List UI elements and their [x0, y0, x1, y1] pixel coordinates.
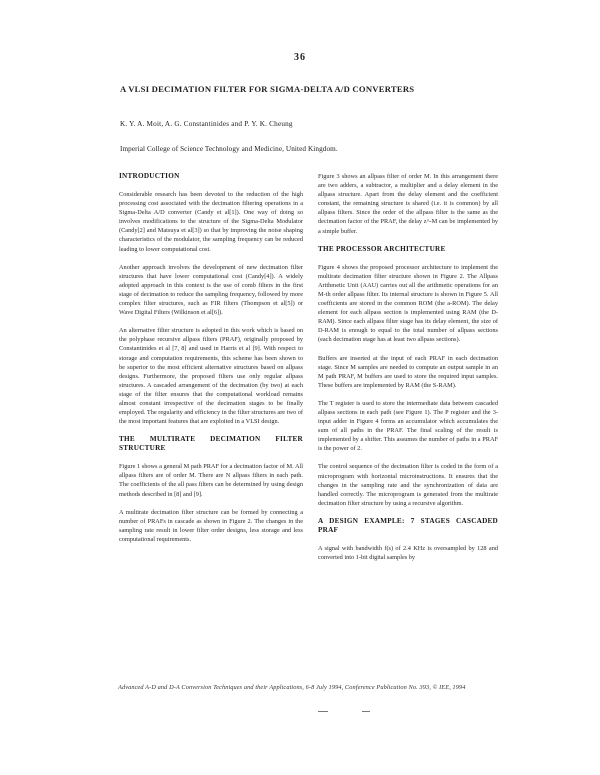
processor-heading: THE PROCESSOR ARCHITECTURE [318, 244, 446, 253]
paragraph: A signal with bandwidth f(s) of 2.4 KHz is oversampled by 128 and converted into 1-bit digital samples by [318, 544, 498, 561]
multirate-heading: THE MULTIRATE DECIMATION FILTER STRUCTURE [119, 435, 303, 453]
introduction-heading: INTRODUCTION [119, 172, 180, 180]
paragraph: An alternative filter structure is adopted in this work which is based on the polyphase recursive allpass filters (PRAF), originally proposed by Constantinides et al [7, 8] and used in Harris et al [9]. With respect to storage and computation requirements, this scheme has been shown to be superior to the most efficient alternative structures based on allpass designs. Furthermore, the proposed filters use only regular allpass structures. A cascaded arrangement of the decimation (by two) at each stage of the filter ensures that the computational workload remains almost constant irrespective of the decimation stages to be finally employed. The regularity and efficiency in the filter structures are two of the most important features that are exploited in a VLSI design. [119, 327, 303, 426]
conference-footer: Advanced A-D and D-A Conversion Techniques and their Applications, 6-8 July 1994, Conference Publication No. 393, © IEE, 1994 [118, 684, 466, 691]
paragraph: Figure 1 shows a general M path PRAF for a decimation factor of M. All allpass filters are of order M. There are N allpass filters in each path. The coefficients of the all pass filters can be determined by using design methods described in [8] and [9]. [119, 463, 303, 498]
affiliation: Imperial College of Science Technology and Medicine, United Kingdom. [120, 145, 338, 153]
page-number: 36 [294, 52, 306, 63]
paragraph: A multirate decimation filter structure can be formed by connecting a number of PRAFs in cascade as shown in Figure 2. The changes in the sampling rate result in lower filter order designs, less storage and less computational requirements. [119, 508, 303, 543]
paragraph: The T register is used to store the intermediate data between cascaded allpass sections in each path (see Figure 1). The P register and the 3-input adder in Figure 4 forms an accumulator which accumulates the sum of all paths in the PRAF. The final scaling of the result is implemented by a shifter. This assumes the number of paths in a PRAF is the power of 2. [318, 399, 498, 453]
paragraph: Figure 4 shows the proposed processor architecture to implement the multirate decimation filter structure shown in Figure 2. The Allpass Arithmetic Unit (AAU) carries out all the arithmetic operations for an M-th order allpass filter. Its internal structure is shown in Figure 5. All coefficients are stored in the common ROM (the a-ROM). The delay element for each allpass section is implemented using RAM (the D-RAM). Since each allpass filter stage has its delay element, the size of D-RAM is enough to equal to the total number of allpass sections (each decimation stage has at least two allpass sections). [318, 263, 498, 344]
paper-title: A VLSI DECIMATION FILTER FOR SIGMA-DELTA A/D CONVERTERS [120, 84, 415, 94]
left-column [119, 172, 303, 553]
scan-marks [0, 711, 600, 717]
paragraph: Buffers are inserted at the input of each PRAF in each decimation stage. Since M samples are needed to compute an output sample in an M path PRAF, M buffers are used to store the required input samples. These buffers are implemented by RAM (the S-RAM). [318, 354, 498, 389]
scan-mark [318, 711, 328, 712]
paragraph: Considerable research has been devoted to the reduction of the high processing cost associated with the decimation filtering operations in a Sigma-Delta A/D converter (Candy et al[1]). One way of doing so involves modifications to the structure of the Sigma-Delta Modulator (Candy[2] and Matsuya et al[3]) so that by improving the noise shaping characteristics of the modulator, the sampling frequency can be reduced leading to lower computational cost. [119, 191, 303, 253]
design-example-heading: A DESIGN EXAMPLE: 7 STAGES CASCADED PRAF [318, 516, 498, 534]
author-list: K. Y. A. Moit, A. G. Constantinides and P. Y. K. Cheung [120, 120, 293, 128]
scan-mark [362, 711, 370, 712]
right-column [318, 172, 498, 571]
paragraph: Figure 3 shows an allpass filter of order M. In this arrangement there are two adders, a subtractor, a multiplier and a delay element in the allpass structure. Apart from the delay element and the coefficient constant, the remaining structure is shared (i.e. it is common) by all allpass filters. Since the order of the allpass filter is the same as the decimation factor of the PRAF, the delay z^-M can be implemented by a simple buffer. [318, 173, 498, 235]
paragraph: Another approach involves the development of new decimation filter structures that have lower computational cost (Candy[4]). A widely adopted approach in this context is the use of comb filters in the first stage of decimation to reduce the sampling frequency, followed by more complex filter structures, such as FIR filters (Thompson et al[5]) or Wave Digital Filters (Wilkinson et al[6]). [119, 263, 303, 317]
paragraph: The control sequence of the decimation filter is coded in the form of a microprogram with horizontal microinstructions. It ensures that the changes in the sampling rate and the synchronization of data are handled correctly. The microprogram is generated from the multirate decimation filter structure by using a recursive algorithm. [318, 463, 498, 507]
